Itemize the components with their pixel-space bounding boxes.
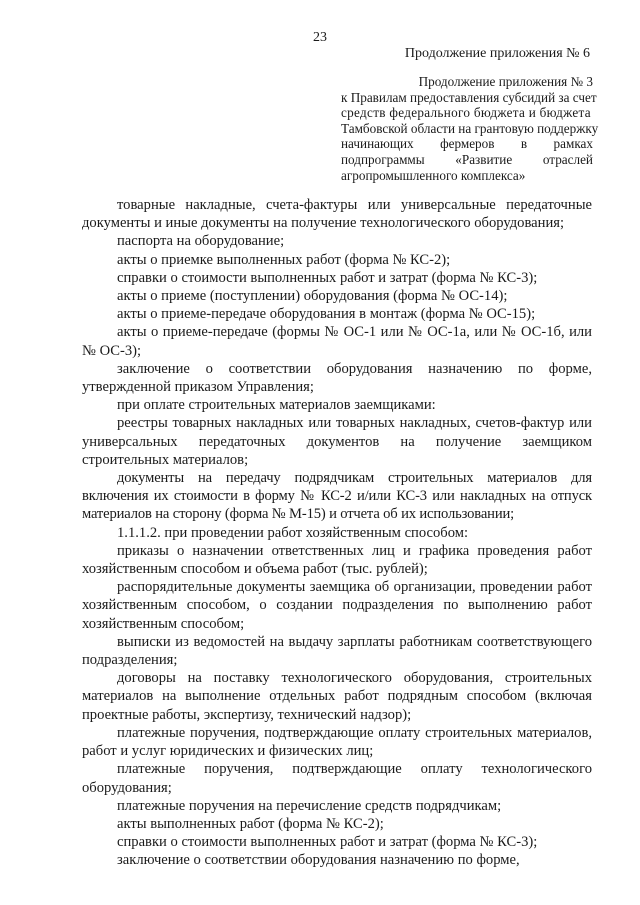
paragraph: 1.1.1.2. при проведении работ хозяйственным способом: — [117, 524, 469, 541]
header-line-justified — [341, 152, 593, 168]
paragraph: платежные поручения, подтверждающие оплату строительных материалов, работ и услуг юридических и физических лиц; — [82, 724, 592, 760]
header-word: отраслей — [542, 151, 593, 167]
paragraph: акты о приеме-передаче (формы № ОС-1 или № ОС-1а, или № ОС-1б, или № ОС-3); — [82, 324, 592, 359]
header-word: фермеров — [440, 136, 495, 152]
appendix-6-continuation: Продолжение приложения № 6 — [404, 46, 590, 61]
paragraph: распорядительные документы заемщика об организации, проведении работ хозяйственным способом, о создании подразделения по выполнению работ хозяйственным способом; — [82, 579, 592, 632]
header-line: Продолжение приложения № 3 — [418, 74, 593, 89]
paragraph: заключение о соответствии оборудования назначению по форме, — [117, 852, 520, 869]
header-word: «Развитие — [455, 151, 513, 167]
paragraph: акты о приеме-передаче оборудования в монтаж (форма № ОС-15); — [117, 306, 536, 323]
paragraph: выписки из ведомостей на выдачу зарплаты работникам соответствующего подразделения; — [82, 633, 592, 669]
paragraph: паспорта на оборудование; — [117, 233, 285, 250]
header-line: агропромышленного комплекса» — [341, 167, 526, 183]
paragraph: товарные накладные, счета-фактуры или универсальные передаточные документы и иные документы на получение технологического оборудования; — [82, 197, 592, 232]
paragraph: договоры на поставку технологического оборудования, строительных материалов на выполнение отдельных работ подрядным способом (включая проектные работы, экспертизу, технический надзор); — [82, 670, 592, 723]
header-word: начинающих — [341, 136, 414, 152]
paragraph: платежные поручения, подтверждающие оплату технологического оборудования; — [82, 761, 592, 796]
header-line: к Правилам предоставления субсидий за счет — [341, 89, 597, 105]
document-body — [82, 196, 592, 870]
paragraph: акты выполненных работ (форма № КС-2); — [117, 815, 384, 832]
header-word: рамках — [553, 136, 593, 152]
paragraph: заключение о соответствии оборудования назначению по форме, утвержденной приказом Управления; — [82, 360, 592, 396]
header-word: подпрограммы — [341, 151, 425, 167]
paragraph: платежные поручения на перечисление средств подрядчикам; — [117, 797, 502, 814]
header-line: Тамбовской области на грантовую поддержку — [341, 120, 599, 136]
paragraph: акты о приемке выполненных работ (форма № КС-2); — [117, 251, 451, 268]
paragraph: реестры товарных накладных или товарных накладных, счетов-фактур или универсальных передаточных документов на получение заемщиком строительных материалов; — [82, 415, 592, 468]
header-word: в — [520, 136, 528, 152]
paragraph: справки о стоимости выполненных работ и затрат (форма № КС-3); — [117, 269, 538, 286]
header-line-justified — [341, 136, 593, 152]
paragraph: акты о приеме (поступлении) оборудования (форма № ОС-14); — [117, 288, 508, 305]
paragraph: при оплате строительных материалов заемщиками: — [117, 397, 436, 414]
page-number: 23 — [313, 30, 327, 45]
paragraph: документы на передачу подрядчикам строительных материалов для включения их стоимости в форму № КС-2 и/или КС-3 или накладных на отпуск материалов на сторону (форма № М-15) и отчета об их использовании; — [82, 470, 592, 523]
paragraph: справки о стоимости выполненных работ и затрат (форма № КС-3); — [117, 834, 538, 851]
appendix-3-header — [341, 74, 599, 183]
paragraph: приказы о назначении ответственных лиц и графика проведения работ хозяйственным способом и объема работ (тыс. рублей); — [82, 542, 592, 578]
header-line: средств федерального бюджета и бюджета — [341, 105, 591, 121]
